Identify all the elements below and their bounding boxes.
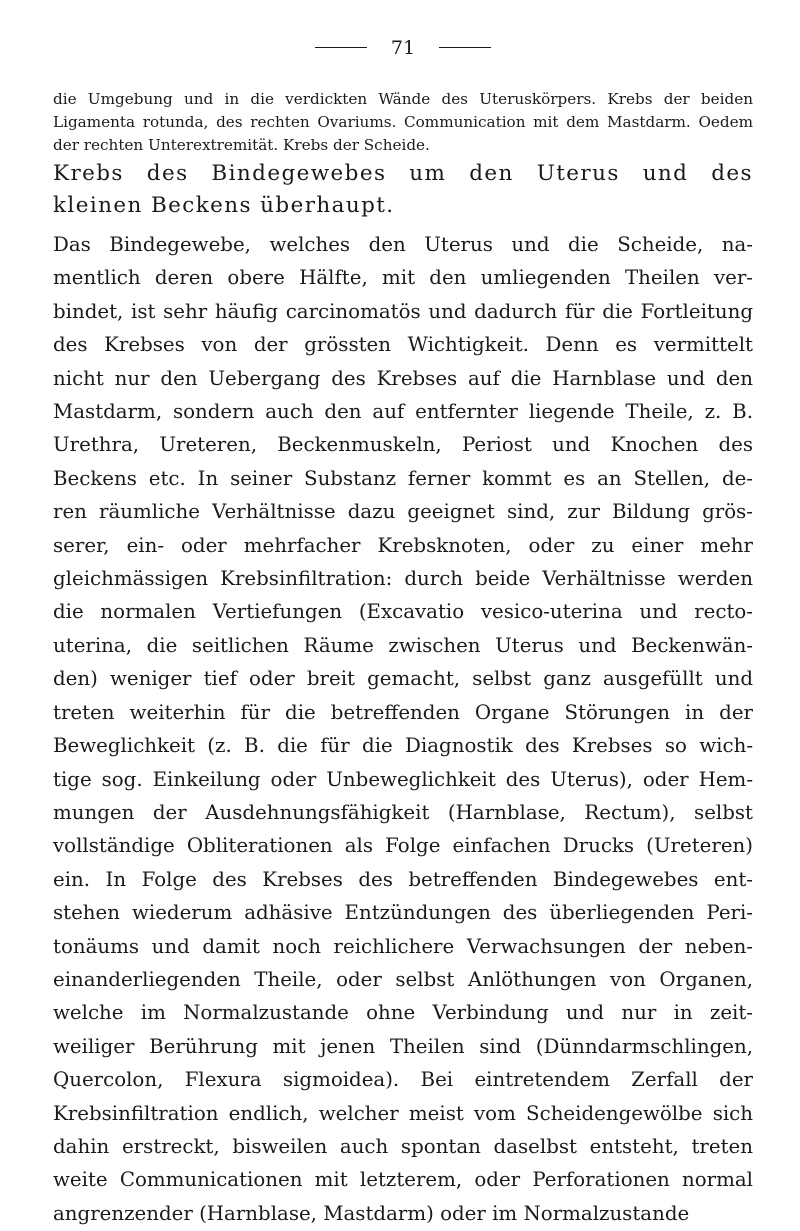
body-line: mungen der Ausdehnungsfähigkeit (Harnblase, Rectum), selbst [53,800,753,824]
body-line: gleichmässigen Krebsinfiltration: durch beide Verhältnisse werden [53,567,753,591]
body-line: nicht nur den Uebergang des Krebses auf die Harnblase und den [53,366,753,390]
body-line: treten weiterhin für die betreffenden Organe Störungen in der [53,700,753,724]
page-number: 71 [390,37,416,59]
section-heading-line-2: kleinen Beckens überhaupt. [53,193,395,218]
body-line: den) weniger tief oder breit gemacht, selbst ganz ausgefüllt und [53,667,753,691]
body-line: Beckens etc. In seiner Substanz ferner kommt es an Stellen, de- [53,466,753,490]
body-line: Urethra, Ureteren, Beckenmuskeln, Periost und Knochen des [53,433,753,457]
body-line: des Krebses von der grössten Wichtigkeit. Denn es vermittelt [53,333,753,357]
body-line: angrenzender (Harnblase, Mastdarm) oder im Normalzustande [53,1201,690,1225]
body-line: ein. In Folge des Krebses des betreffenden Bindegewebes ent- [53,867,753,891]
body-line: ren räumliche Verhältnisse dazu geeignet sind, zur Bildung grös- [53,500,753,524]
body-line: dahin erstreckt, bisweilen auch spontan daselbst entsteht, treten [53,1134,753,1158]
body-line: tonäums und damit noch reichlichere Verwachsungen der neben- [53,934,753,958]
lead-paragraph: die Umgebung und in die verdickten Wände des Uteruskörpers. Krebs der beiden Ligamenta rotunda, des rechten Ovariums. Communication mit dem Mastdarm. Oedem der rechten Unterextremität. Krebs der Scheide. [53,90,753,154]
header-rule-left [315,47,367,48]
body-line: serer, ein- oder mehrfacher Krebsknoten, oder zu einer mehr [53,533,753,557]
body-line: bindet, ist sehr häufig carcinomatös und dadurch für die Fortleitung [53,299,753,323]
header-rule-right [439,47,491,48]
body-line: Beweglichkeit (z. B. die für die Diagnostik des Krebses so wich- [53,734,753,758]
body-line: mentlich deren obere Hälfte, mit den umliegenden Theilen ver- [53,266,753,290]
body-line: Das Bindegewebe, welches den Uterus und die Scheide, na- [53,233,753,256]
body-line: einanderliegenden Theile, oder selbst Anlöthungen von Organen, [53,967,753,991]
body-line: weiliger Berührung mit jenen Theilen sind (Dünndarmschlingen, [53,1034,753,1058]
body-line: weite Communicationen mit letzterem, oder Perforationen normal [53,1168,753,1192]
body-paragraph [53,228,753,1230]
body-line: die normalen Vertiefungen (Excavatio vesico-uterina und recto- [53,600,753,624]
body-line: stehen wiederum adhäsive Entzündungen des überliegenden Peri- [53,901,753,925]
page-header [53,36,753,60]
body-line: vollständige Obliterationen als Folge einfachen Drucks (Ureteren) [53,834,753,858]
body-line: Quercolon, Flexura sigmoidea). Bei eintretendem Zerfall der [53,1068,753,1092]
body-line: welche im Normalzustande ohne Verbindung und nur in zeit- [53,1001,753,1025]
body-line: uterina, die seitlichen Räume zwischen Uterus und Beckenwän- [53,633,753,657]
body-line: tige sog. Einkeilung oder Unbeweglichkeit des Uterus), oder Hem- [53,767,753,791]
body-line: Krebsinfiltration endlich, welcher meist vom Scheidengewölbe sich [53,1101,753,1125]
section-heading-line-1: Krebs des Bindegewebes um den Uterus und des [53,161,753,186]
section-heading [53,158,753,222]
body-line: Mastdarm, sondern auch den auf entfernter liegende Theile, z. B. [53,400,753,424]
